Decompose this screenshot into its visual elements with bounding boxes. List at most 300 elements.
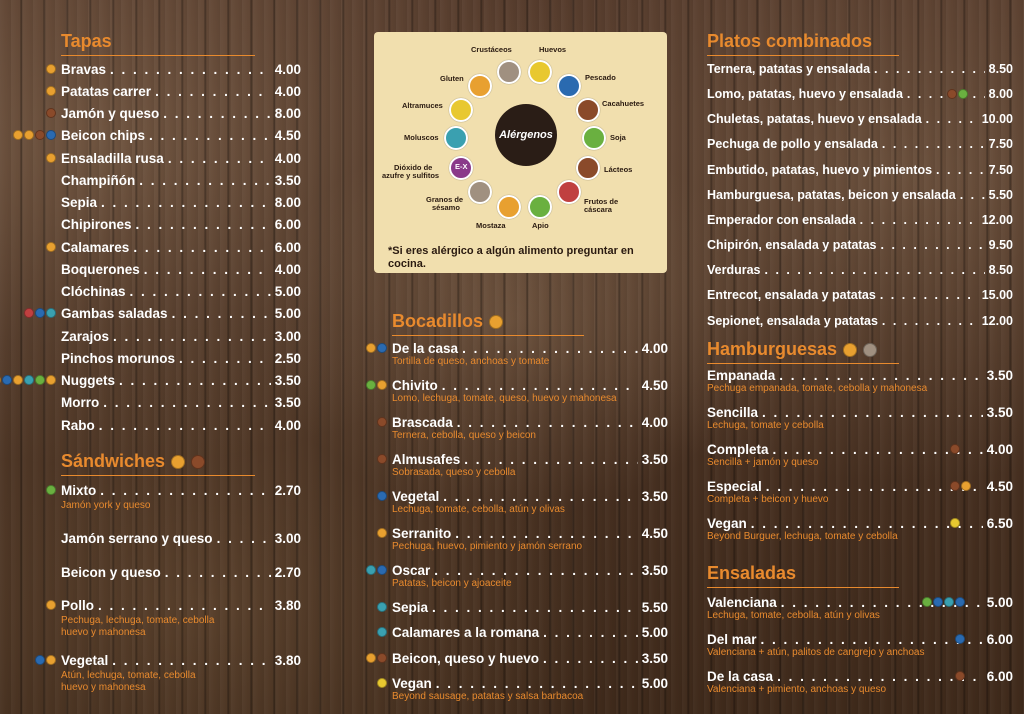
item-name: Champiñón: [61, 173, 136, 188]
leader-dots: [100, 483, 270, 498]
blue-allergen-icon: [377, 343, 387, 353]
item-name: Almusafes: [392, 452, 461, 467]
sandwich-item: [61, 483, 301, 498]
item-price: 8.50: [988, 62, 1013, 76]
item-price: 4.00: [274, 62, 301, 77]
teal-allergen-icon: [366, 565, 376, 575]
leader-dots: [442, 378, 638, 393]
blue-allergen-icon: [377, 491, 387, 501]
item-price: 4.50: [986, 479, 1013, 494]
item-name: Vegetal: [392, 489, 440, 504]
allergen-icons: [955, 634, 965, 644]
item-price: 5.50: [641, 600, 668, 615]
leader-dots: [434, 563, 637, 578]
item-name: Rabo: [61, 418, 95, 433]
plato-item: [707, 112, 1013, 126]
leader-dots: [761, 632, 983, 647]
label-frutos: Frutos de: [584, 197, 619, 206]
tapas-item: [61, 262, 301, 277]
item-price: 4.00: [274, 262, 301, 277]
item-price: 5.00: [641, 625, 668, 640]
orange-allergen-icon: [46, 655, 56, 665]
item-description: Sobrasada, queso y cebolla: [392, 467, 516, 478]
eggs-icon: [528, 60, 552, 84]
green-allergen-icon: [958, 89, 968, 99]
fish-icon: [557, 74, 581, 98]
item-name: Beicon, queso y huevo: [392, 651, 540, 666]
item-name: Lomo, patatas, huevo y ensalada: [707, 87, 903, 101]
label-soja: Soja: [610, 133, 626, 142]
item-description: Lechuga, tomate, cebolla, atún y olivas: [707, 610, 880, 621]
item-name: Morro: [61, 395, 100, 410]
tapas-item: [61, 128, 301, 143]
allergen-icons: [13, 130, 56, 140]
item-name: Vegan: [392, 676, 432, 691]
sandwiches-title: [61, 451, 255, 476]
tapas-item: [61, 62, 301, 77]
item-description: Completa + beicon y huevo: [707, 494, 829, 505]
item-price: 7.50: [988, 163, 1013, 177]
orange-allergen-icon: [13, 130, 23, 140]
item-description: Pechuga empanada, tomate, cebolla y mahonesa: [707, 383, 928, 394]
blue-allergen-icon: [2, 375, 12, 385]
item-name: Patatas carrer: [61, 84, 152, 99]
orange-allergen-icon: [0, 375, 1, 385]
label-altramuces: Altramuces: [402, 101, 443, 110]
tapas-item: [61, 418, 301, 433]
item-name: Hamburguesa, patatas, beicon y ensalada: [707, 188, 956, 202]
label-pescado: Pescado: [585, 73, 616, 82]
hamburguesas-title: [707, 339, 899, 364]
item-name: Bravas: [61, 62, 107, 77]
leader-dots: [136, 217, 271, 232]
leader-dots: [464, 452, 637, 467]
tapas-item: [61, 84, 301, 99]
leader-dots: [98, 598, 271, 613]
item-name: Chivito: [392, 378, 438, 393]
item-name: Ternera, patatas y ensalada: [707, 62, 871, 76]
item-price: 4.00: [274, 151, 301, 166]
blue-allergen-icon: [377, 565, 387, 575]
item-price: 10.00: [981, 112, 1013, 126]
orange-allergen-icon: [13, 375, 23, 385]
item-name: Sencilla: [707, 405, 759, 420]
leader-dots: [457, 415, 638, 430]
label-ex: E-X: [455, 162, 468, 171]
hamburguesa-item: [707, 442, 1013, 457]
label-mostaza: Mostaza: [476, 221, 506, 230]
item-name: Zarajos: [61, 329, 110, 344]
orange-allergen-icon: [24, 130, 34, 140]
orange-allergen-icon: [366, 653, 376, 663]
item-name: Sepia: [61, 195, 98, 210]
blue-allergen-icon: [35, 308, 45, 318]
bocadillos-title: [392, 311, 584, 336]
item-price: 5.00: [641, 676, 668, 691]
sandwich-item: [61, 653, 301, 668]
item-name: De la casa: [392, 341, 459, 356]
bocadillo-item: [392, 625, 668, 640]
label-crustaceos: Crustáceos: [471, 45, 512, 54]
leader-dots: [99, 418, 271, 433]
item-price: 3.00: [274, 329, 301, 344]
tapas-item: [61, 284, 301, 299]
leader-dots: [172, 306, 271, 321]
item-description: Atún, lechuga, tomate, cebolla: [61, 670, 196, 681]
item-name: Verduras: [707, 263, 761, 277]
green-allergen-icon: [922, 597, 932, 607]
green-allergen-icon: [366, 380, 376, 390]
plato-item: [707, 263, 1013, 277]
item-name: Especial: [707, 479, 762, 494]
item-name: Gambas saladas: [61, 306, 168, 321]
item-description: Lomo, lechuga, tomate, queso, huevo y mahonesa: [392, 393, 617, 404]
allergen-icons: [46, 485, 56, 495]
leader-dots: [103, 395, 270, 410]
blue-allergen-icon: [955, 634, 965, 644]
green-allergen-icon: [35, 375, 45, 385]
molluscs-icon: [444, 126, 468, 150]
teal-allergen-icon: [944, 597, 954, 607]
leader-dots: [436, 676, 638, 691]
brown-allergen-icon: [377, 417, 387, 427]
item-description: Valenciana + pimiento, anchoas y queso: [707, 684, 887, 695]
hamburguesa-item: [707, 516, 1013, 531]
orange-allergen-icon: [46, 600, 56, 610]
blue-allergen-icon: [955, 597, 965, 607]
item-price: 8.00: [274, 195, 301, 210]
item-price: 7.50: [988, 137, 1013, 151]
item-name: Clóchinas: [61, 284, 126, 299]
leader-dots: [882, 314, 978, 328]
sandwich-item: [61, 565, 301, 580]
bocadillo-item: [392, 341, 668, 356]
item-price: 9.50: [988, 238, 1013, 252]
item-price: 8.00: [274, 106, 301, 121]
tapas-item: [61, 240, 301, 255]
orange-allergen-icon: [46, 86, 56, 96]
sandwich-item: [61, 598, 301, 613]
leader-dots: [165, 565, 271, 580]
item-price: 6.00: [274, 240, 301, 255]
label-sesamo: sésamo: [432, 203, 460, 212]
plato-item: [707, 213, 1013, 227]
soy-icon: [582, 126, 606, 150]
leader-dots: [432, 600, 638, 615]
leader-dots: [779, 368, 982, 383]
green-allergen-icon: [46, 485, 56, 495]
item-price: 4.50: [641, 378, 668, 393]
allergen-icons: [947, 89, 968, 99]
ensaladas-title: Ensaladas: [707, 563, 899, 588]
allergen-icons: [366, 343, 387, 353]
tapas-item: [61, 217, 301, 232]
label-azufre: azufre y sulfitos: [382, 171, 440, 180]
item-price: 3.00: [274, 531, 301, 546]
plato-item: [707, 62, 1013, 76]
bocadillo-item: [392, 526, 668, 541]
leader-dots: [163, 106, 270, 121]
teal-allergen-icon: [377, 602, 387, 612]
item-description: Patatas, beicon y ajoaceite: [392, 578, 512, 589]
tapas-item: [61, 351, 301, 366]
leader-dots: [762, 405, 983, 420]
item-description: Tortilla de queso, anchoas y tomate: [392, 356, 550, 367]
label-gluten: Gluten: [440, 74, 464, 83]
plato-item: [707, 238, 1013, 252]
item-price: 3.50: [641, 651, 668, 666]
item-price: 3.50: [274, 395, 301, 410]
item-name: Chuletas, patatas, huevo y ensalada: [707, 112, 922, 126]
item-price: 4.50: [274, 128, 301, 143]
item-price: 5.00: [986, 595, 1013, 610]
hamburguesa-item: [707, 405, 1013, 420]
item-description: Lechuga, tomate y cebolla: [707, 420, 824, 431]
item-name: Pechuga de pollo y ensalada: [707, 137, 878, 151]
leader-dots: [130, 284, 271, 299]
leader-dots: [443, 489, 637, 504]
leader-dots: [217, 531, 271, 546]
item-price: 3.80: [274, 598, 301, 613]
plato-item: [707, 163, 1013, 177]
allergen-icons: [955, 671, 965, 681]
item-price: 4.00: [641, 341, 668, 356]
item-name: De la casa: [707, 669, 774, 684]
item-price: 4.00: [641, 415, 668, 430]
tapas-item: [61, 306, 301, 321]
blue-allergen-icon: [46, 130, 56, 140]
bocadillo-item: [392, 489, 668, 504]
ensalada-item: [707, 595, 1013, 610]
item-price: 12.00: [981, 314, 1013, 328]
leader-dots: [907, 87, 985, 101]
item-name: Completa: [707, 442, 769, 457]
leader-dots: [179, 351, 271, 366]
orange-allergen-icon: [366, 343, 376, 353]
item-price: 3.50: [274, 173, 301, 188]
red-allergen-icon: [24, 308, 34, 318]
plato-item: [707, 288, 1013, 302]
item-price: 6.00: [274, 217, 301, 232]
item-name: Mixto: [61, 483, 97, 498]
item-name: Nuggets: [61, 373, 115, 388]
allergen-icons: [377, 627, 387, 637]
allergen-icons: [35, 655, 56, 665]
tapas-item: [61, 329, 301, 344]
item-name: Emperador con ensalada: [707, 213, 856, 227]
item-name: Calamares a la romana: [392, 625, 540, 640]
item-name: Jamón serrano y queso: [61, 531, 213, 546]
item-description: Beyond sausage, patatas y salsa barbacoa: [392, 691, 584, 702]
leader-dots: [119, 373, 271, 388]
leader-dots: [777, 669, 983, 684]
teal-allergen-icon: [46, 308, 56, 318]
item-price: 12.00: [981, 213, 1013, 227]
item-price: 4.50: [641, 526, 668, 541]
item-price: 8.50: [988, 263, 1013, 277]
item-name: Jamón y queso: [61, 106, 160, 121]
leader-dots: [960, 188, 985, 202]
hamburguesas-title-text: Hamburguesas: [707, 339, 838, 359]
leader-dots: [144, 262, 271, 277]
gluten-icon: [468, 74, 492, 98]
label-cascara: cáscara: [584, 205, 612, 214]
leader-dots: [462, 341, 638, 356]
item-name: Chipirón, ensalada y patatas: [707, 238, 877, 252]
blue-allergen-icon: [35, 655, 45, 665]
allergen-icons: [46, 242, 56, 252]
tapas-item: [61, 395, 301, 410]
plato-item: [707, 314, 1013, 328]
allergen-icons: [377, 417, 387, 427]
leader-dots: [765, 263, 985, 277]
allergen-icons: [377, 454, 387, 464]
allergen-icons: [46, 108, 56, 118]
item-price: 2.70: [274, 483, 301, 498]
label-lacteos: Lácteos: [604, 165, 633, 174]
allergen-legend: [374, 32, 667, 273]
item-price: 3.50: [641, 563, 668, 578]
label-cacahuetes: Cacahuetes: [602, 99, 645, 108]
leader-dots: [860, 213, 978, 227]
item-name: Sepia: [392, 600, 429, 615]
leader-dots: [110, 62, 271, 77]
milk-icon: [576, 156, 600, 180]
yellow-allergen-icon: [377, 678, 387, 688]
plato-item: [707, 188, 1013, 202]
bocadillo-item: [392, 676, 668, 691]
brown-allergen-icon: [46, 108, 56, 118]
tapas-item: [61, 173, 301, 188]
leader-dots: [168, 151, 271, 166]
bocadillo-item: [392, 378, 668, 393]
item-price: 4.00: [274, 418, 301, 433]
tapas-item: [61, 106, 301, 121]
platos-title: Platos combinados: [707, 31, 899, 56]
leader-dots: [543, 651, 638, 666]
item-description: Sencilla + jamón y queso: [707, 457, 819, 468]
orange-allergen-icon: [46, 64, 56, 74]
peanuts-icon: [576, 98, 600, 122]
teal-allergen-icon: [377, 627, 387, 637]
leader-dots: [155, 84, 271, 99]
leader-dots: [874, 62, 985, 76]
item-name: Pinchos morunos: [61, 351, 176, 366]
tapas-item: [61, 195, 301, 210]
allergen-icons: [950, 481, 971, 491]
item-name: Entrecot, ensalada y patatas: [707, 288, 876, 302]
item-price: 8.00: [988, 87, 1013, 101]
item-name: Boquerones: [61, 262, 140, 277]
orange-allergen-icon: [46, 242, 56, 252]
nuts-icon: [557, 180, 581, 204]
item-price: 5.00: [274, 306, 301, 321]
leader-dots: [936, 163, 985, 177]
leader-dots: [139, 173, 270, 188]
item-name: Empanada: [707, 368, 776, 383]
celery-icon: [528, 195, 552, 219]
item-name: Ensaladilla rusa: [61, 151, 164, 166]
item-price: 4.00: [986, 442, 1013, 457]
item-price: 3.50: [641, 452, 668, 467]
allergen-icons: [377, 528, 387, 538]
bocadillo-item: [392, 600, 668, 615]
brown-allergen-icon: [377, 454, 387, 464]
item-price: 6.50: [986, 516, 1013, 531]
item-name: Beicon y queso: [61, 565, 161, 580]
gluten-icon: [843, 343, 857, 357]
item-description: Valenciana + atún, palitos de cangrejo y anchoas: [707, 647, 925, 658]
item-name: Del mar: [707, 632, 757, 647]
gluten-icon: [171, 455, 185, 469]
allergen-icons: [377, 491, 387, 501]
sesame-icon: [863, 343, 877, 357]
item-price: 4.00: [274, 84, 301, 99]
bocadillo-item: [392, 563, 668, 578]
item-price: 15.00: [981, 288, 1013, 302]
tapas-item: [61, 373, 301, 388]
brown-allergen-icon: [955, 671, 965, 681]
leader-dots: [112, 653, 270, 668]
teal-allergen-icon: [24, 375, 34, 385]
orange-allergen-icon: [377, 528, 387, 538]
allergen-icons: [46, 600, 56, 610]
crustaceans-icon: [497, 60, 521, 84]
allergen-icons: [377, 678, 387, 688]
item-price: 5.50: [988, 188, 1013, 202]
item-description: Beyond Burguer, lechuga, tomate y cebolla: [707, 531, 898, 542]
sandwiches-title-text: Sándwiches: [61, 451, 166, 471]
allergen-icons: [366, 653, 387, 663]
blue-allergen-icon: [933, 597, 943, 607]
ensalada-item: [707, 632, 1013, 647]
leader-dots: [881, 238, 985, 252]
item-price: 2.50: [274, 351, 301, 366]
tapas-item: [61, 151, 301, 166]
label-granos: Granos de: [426, 195, 464, 204]
allergen-icons: [366, 565, 387, 575]
item-description: Lechuga, tomate, cebolla, atún y olivas: [392, 504, 565, 515]
tapas-title: Tapas: [61, 31, 255, 56]
item-description: Ternera, cebolla, queso y beicon: [392, 430, 536, 441]
label-huevos: Huevos: [539, 45, 567, 54]
item-price: 5.00: [274, 284, 301, 299]
item-price: 3.50: [274, 373, 301, 388]
item-description: Pechuga, lechuga, tomate, cebolla: [61, 615, 215, 626]
item-price: 6.00: [986, 669, 1013, 684]
item-price: 3.80: [274, 653, 301, 668]
yellow-allergen-icon: [950, 518, 960, 528]
brown-allergen-icon: [35, 130, 45, 140]
leader-dots: [101, 195, 271, 210]
item-name: Valenciana: [707, 595, 777, 610]
item-name: Beicon chips: [61, 128, 146, 143]
allergen-icons: [0, 375, 56, 385]
item-name: Vegan: [707, 516, 747, 531]
orange-allergen-icon: [377, 380, 387, 390]
leader-dots: [926, 112, 978, 126]
bocadillo-item: [392, 651, 668, 666]
leader-dots: [133, 240, 270, 255]
allergen-icons: [950, 518, 960, 528]
bocadillo-item: [392, 452, 668, 467]
leader-dots: [455, 526, 637, 541]
leader-dots: [882, 137, 985, 151]
item-name: Calamares: [61, 240, 130, 255]
item-name: Serranito: [392, 526, 452, 541]
leader-dots: [880, 288, 978, 302]
ensalada-item: [707, 669, 1013, 684]
